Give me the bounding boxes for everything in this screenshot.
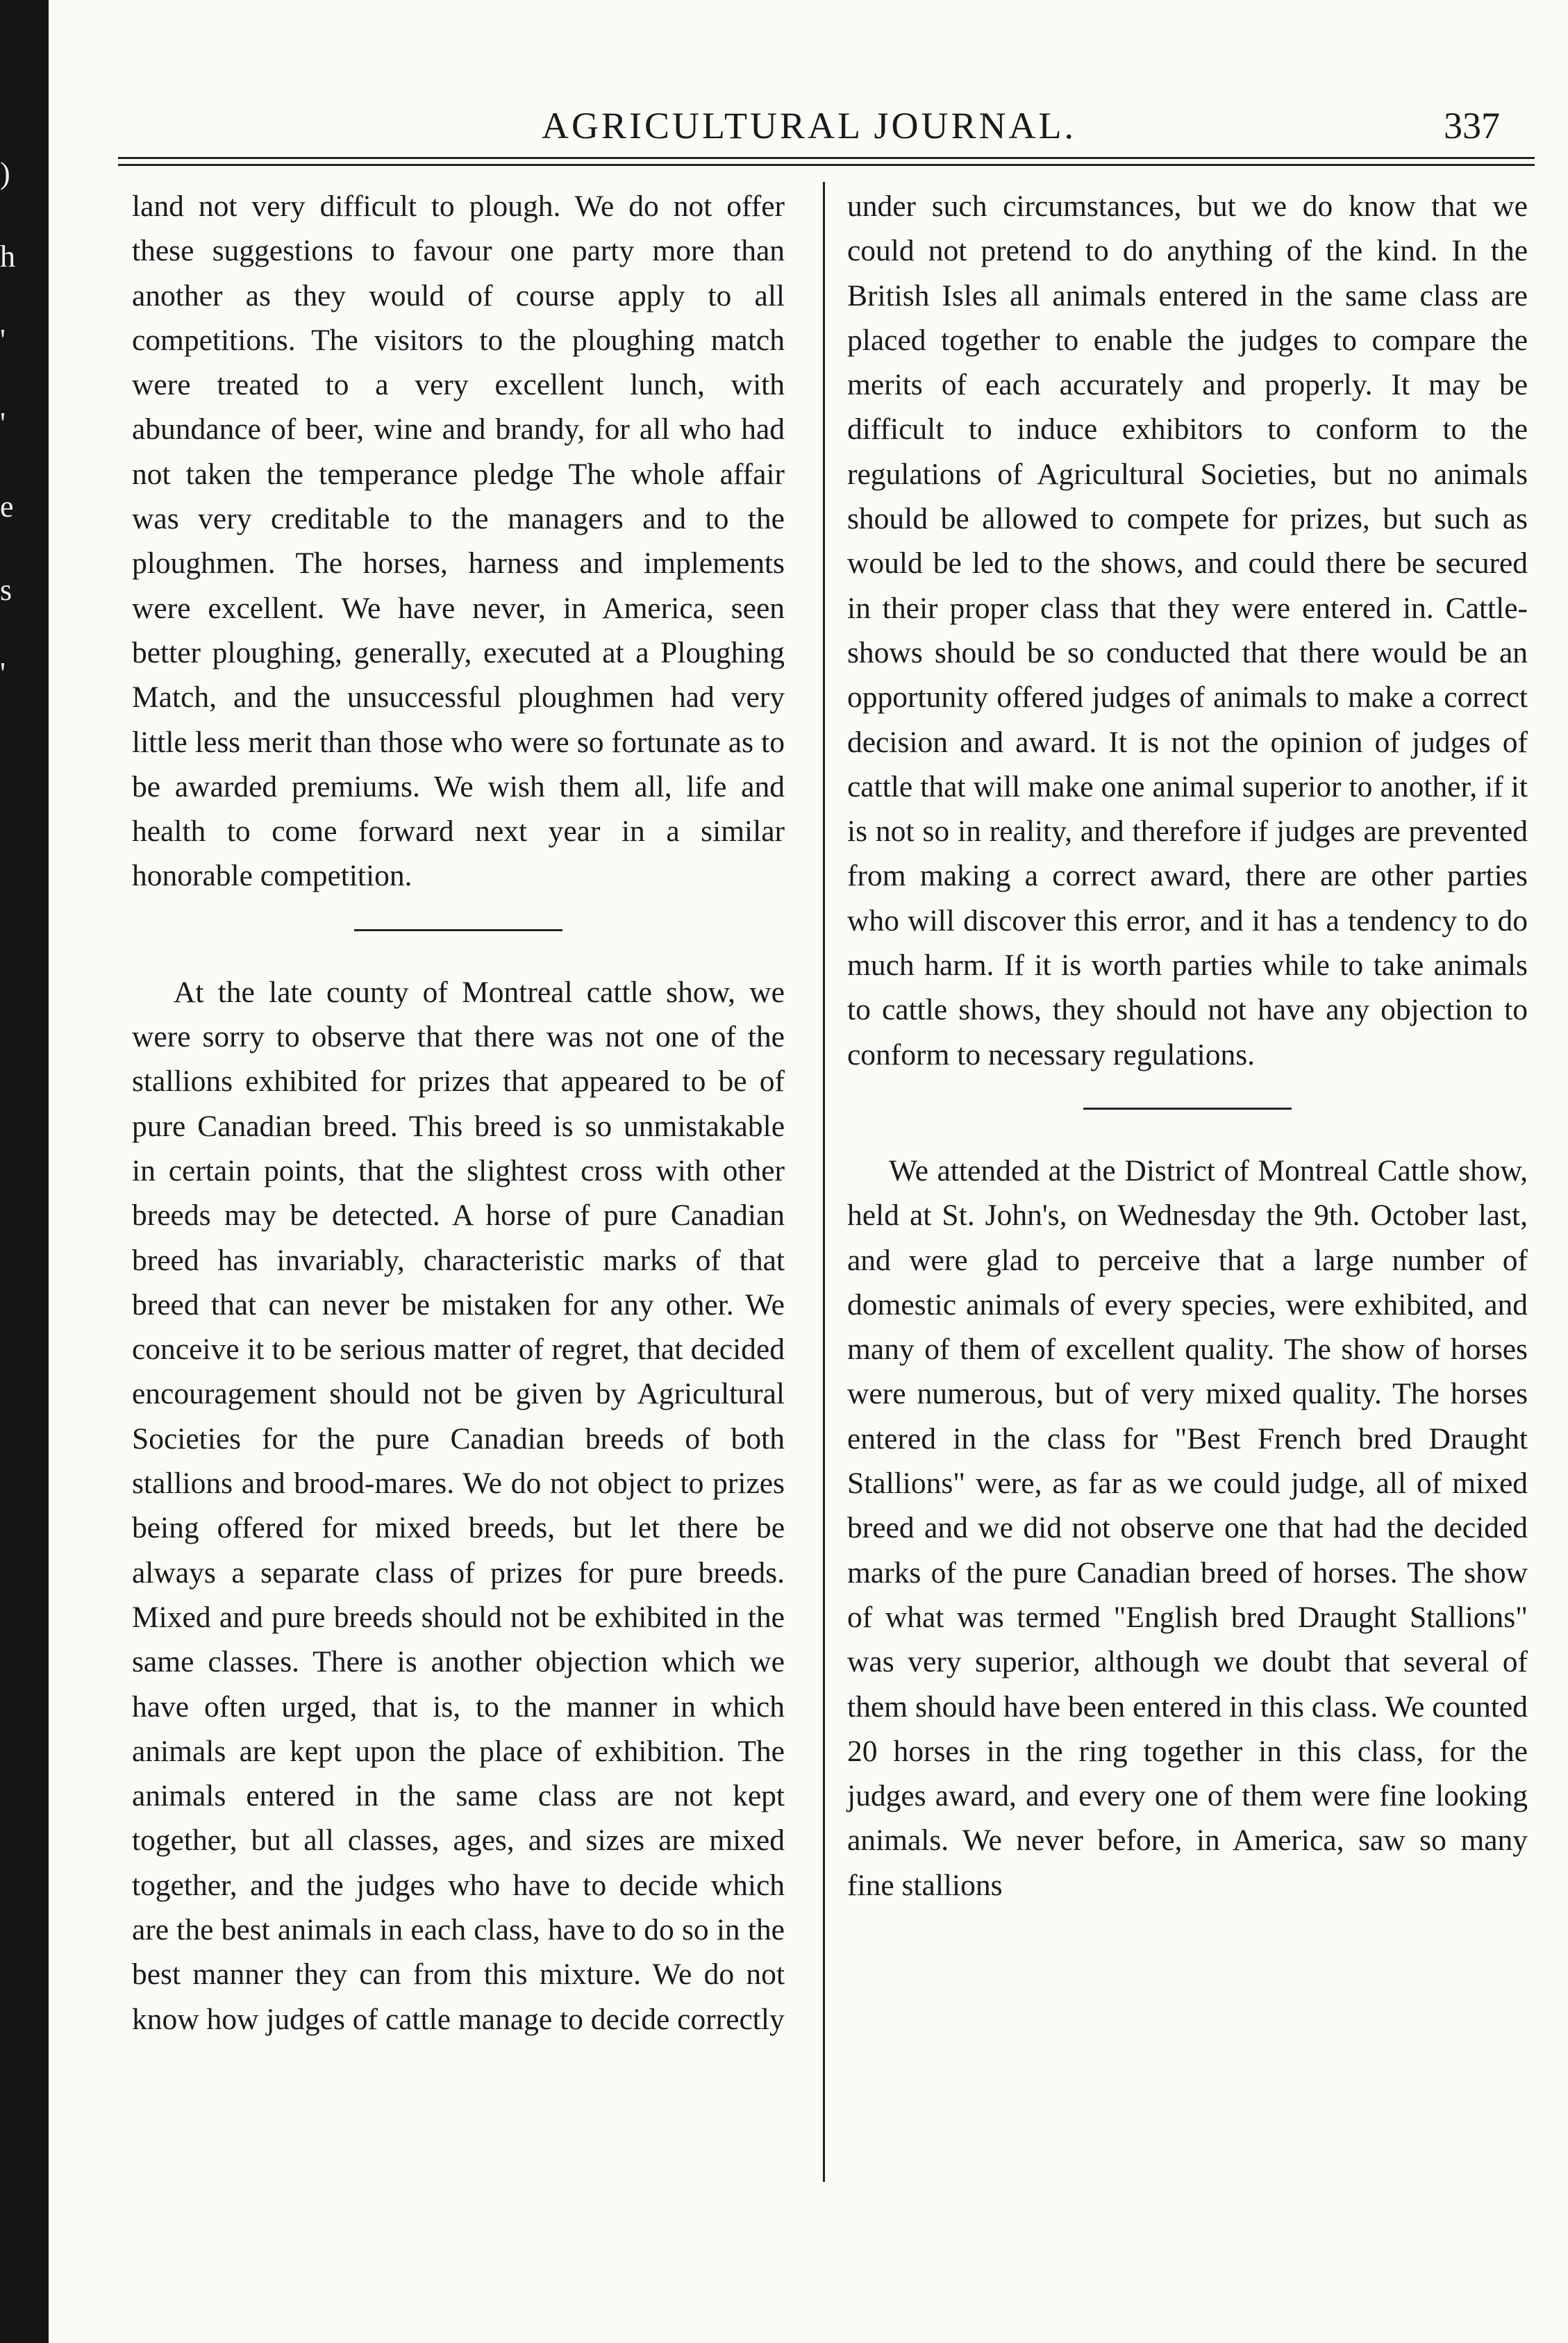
page-number: 337 bbox=[1444, 105, 1500, 147]
right-paragraph-1: under such circumstances, but we do know that we could not pretend to do anything of the kind. In the British Isles all animals entered in the same class are placed together to enable the judges to compare the merits of each accurately and properly. It may be difficult to induce exhibitors to conform to the regulations of Agricultural Societies, but no animals should be allowed to compete for prizes, but such as would be led to the shows, and could there be secured in their proper class that they were entered in. Cattle-shows should be so conducted that there would be an opportunity offered judges of animals to make a correct decision and award. It is not the opinion of judges of cattle that will make one animal superior to another, if it is not so in reality, and therefore if judges are prevented from making a correct award, there are other parties who will discover this error, and it has a tendency to do much harm. If it is worth parties while to take animals to cattle shows, they should not have any objection to conform to necessary regulations. bbox=[847, 190, 1528, 1072]
header-rule-bottom bbox=[118, 164, 1535, 166]
gutter-mark: ' bbox=[0, 656, 6, 690]
header-rule-top bbox=[118, 157, 1535, 159]
left-paragraph-1: land not very difficult to plough. We do not offer these suggestions to favour one party more than another as they would of course apply to all competitions. The visitors to the ploughing match were treated to a very excellent lunch, with abundance of beer, wine and brandy, for all who had not taken the temperance pledge The whole affair was very creditable to the managers and to the ploughmen. The horses, harness and implements were excellent. We have never, in America, seen better ploughing, generally, executed at a Ploughing Match, and the unsuccessful ploughmen had very little less merit than those who were so fortunate as to be awarded premiums. We wish them all, life and health to come forward next year in a similar honorable competition. bbox=[132, 190, 785, 893]
page-binding-edge bbox=[0, 0, 49, 2343]
gutter-mark: s bbox=[0, 573, 12, 607]
section-separator bbox=[1083, 1108, 1292, 1110]
gutter-mark: e bbox=[0, 490, 14, 524]
gutter-mark: ' bbox=[0, 406, 6, 440]
section-separator bbox=[354, 929, 562, 931]
column-divider bbox=[823, 182, 825, 2182]
gutter-mark: ) bbox=[0, 156, 10, 190]
left-paragraph-2: At the late county of Montreal cattle show, we were sorry to observe that there was not one of the stallions exhibited for prizes that appeared to be of pure Canadian breed. This breed is so unmistakable in certain points, that the slightest cross with other breeds may be detected. A horse of pure Canadian breed has invariably, characteristic marks of that breed that can never be mistaken for any other. We conceive it to be serious matter of regret, that decided encouragement should not be given by Agricultural Societies for the pure Canadian breeds of both stallions and brood-mares. We do not object to prizes being offered for mixed breeds, but let there be always a separate class of prizes for pure breeds. Mixed and pure breeds should not be exhibited in the same classes. There is another objection which we have often urged, that is, to the manner in which animals are kept upon the place of exhibition. The animals entered in the same class are not kept together, but all classes, ages, and sizes are mixed together, and the judges who have to decide which are the best animals in each class, have to do so in the best manner they can from this mixture. We do not know how judges of cattle manage to decide correctly bbox=[132, 975, 785, 2036]
running-header bbox=[118, 97, 1500, 153]
journal-title: AGRICULTURAL JOURNAL. bbox=[541, 105, 1077, 147]
gutter-mark: h bbox=[0, 240, 15, 274]
left-column bbox=[132, 184, 785, 2042]
gutter-marks bbox=[0, 132, 28, 715]
right-paragraph-2: We attended at the District of Montreal Cattle show, held at St. John's, on Wednesday the 9th. October last, and were glad to perceive that a large number of domestic animals of every species, were exhibited, and many of them of excellent quality. The show of horses were numerous, but of very mixed quality. The horses entered in the class for "Best French bred Draught Stallions" were, as far as we could judge, all of mixed breed and we did not observe one that had the decided marks of the pure Canadian breed of horses. The show of what was termed "English bred Draught Stallions" was very superior, although we doubt that several of them should have been entered in this class. We counted 20 horses in the ring together in this class, for the judges award, and every one of them were fine looking animals. We never before, in America, saw so many fine stallions bbox=[847, 1153, 1528, 1902]
gutter-mark: ' bbox=[0, 323, 6, 357]
right-column bbox=[847, 184, 1528, 1908]
